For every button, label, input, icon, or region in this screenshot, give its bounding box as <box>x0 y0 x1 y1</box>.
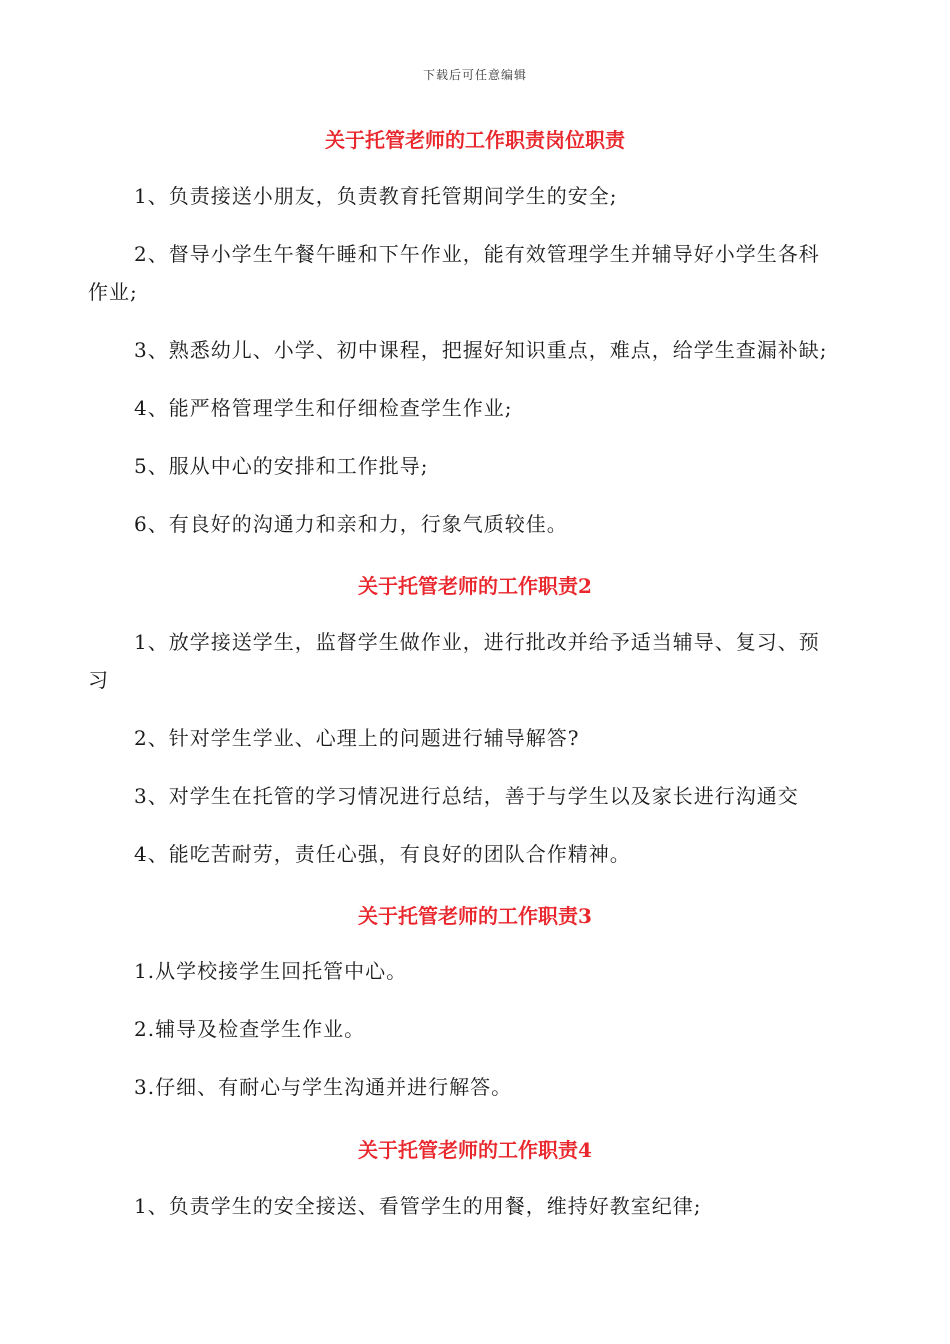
item-text: 1、放学接送学生，监督学生做作业，进行批改并给予适当辅导、复习、预 <box>134 630 820 654</box>
list-item <box>88 177 868 215</box>
list-item <box>88 389 868 427</box>
list-item <box>88 719 868 757</box>
header-note: 下载后可任意编辑 <box>422 68 527 82</box>
list-item <box>88 1068 868 1106</box>
item-text: 3.仔细、有耐心与学生沟通并进行解答。 <box>134 1075 513 1099</box>
list-item <box>88 1187 868 1225</box>
item-text: 4、能吃苦耐劳，责任心强，有良好的团队合作精神。 <box>134 842 631 866</box>
list-item <box>88 1010 868 1048</box>
list-item <box>88 952 868 990</box>
list-item <box>88 777 868 815</box>
item-text: 3、熟悉幼儿、小学、初中课程，把握好知识重点，难点，给学生查漏补缺; <box>134 338 828 362</box>
item-text: 2.辅导及检查学生作业。 <box>134 1017 366 1041</box>
item-text-continuation: 习 <box>88 668 109 692</box>
item-text: 1、负责学生的安全接送、看管学生的用餐，维持好教室纪律; <box>134 1194 702 1218</box>
item-text-continuation: 作业; <box>88 280 138 304</box>
item-text: 3、对学生在托管的学习情况进行总结，善于与学生以及家长进行沟通交 <box>134 784 799 808</box>
item-text: 1、负责接送小朋友，负责教育托管期间学生的安全; <box>134 184 618 208</box>
section-title: 关于托管老师的工作职责4 <box>358 1138 592 1162</box>
list-item <box>88 623 868 699</box>
item-text: 5、服从中心的安排和工作批导; <box>134 454 429 478</box>
item-text: 2、督导小学生午餐午睡和下午作业，能有效管理学生并辅导好小学生各科 <box>134 242 820 266</box>
item-text: 6、有良好的沟通力和亲和力，行象气质较佳。 <box>134 512 568 536</box>
list-item <box>88 235 868 311</box>
item-text: 2、针对学生学业、心理上的问题进行辅导解答? <box>134 726 580 750</box>
list-item <box>88 835 868 873</box>
item-text: 4、能严格管理学生和仔细检查学生作业; <box>134 396 513 420</box>
list-item <box>88 331 868 369</box>
item-text: 1.从学校接学生回托管中心。 <box>134 959 408 983</box>
section-title: 关于托管老师的工作职责岗位职责 <box>325 128 625 152</box>
list-item <box>88 505 868 543</box>
section-title: 关于托管老师的工作职责2 <box>358 574 592 598</box>
section-title: 关于托管老师的工作职责3 <box>358 904 592 928</box>
list-item <box>88 447 868 485</box>
